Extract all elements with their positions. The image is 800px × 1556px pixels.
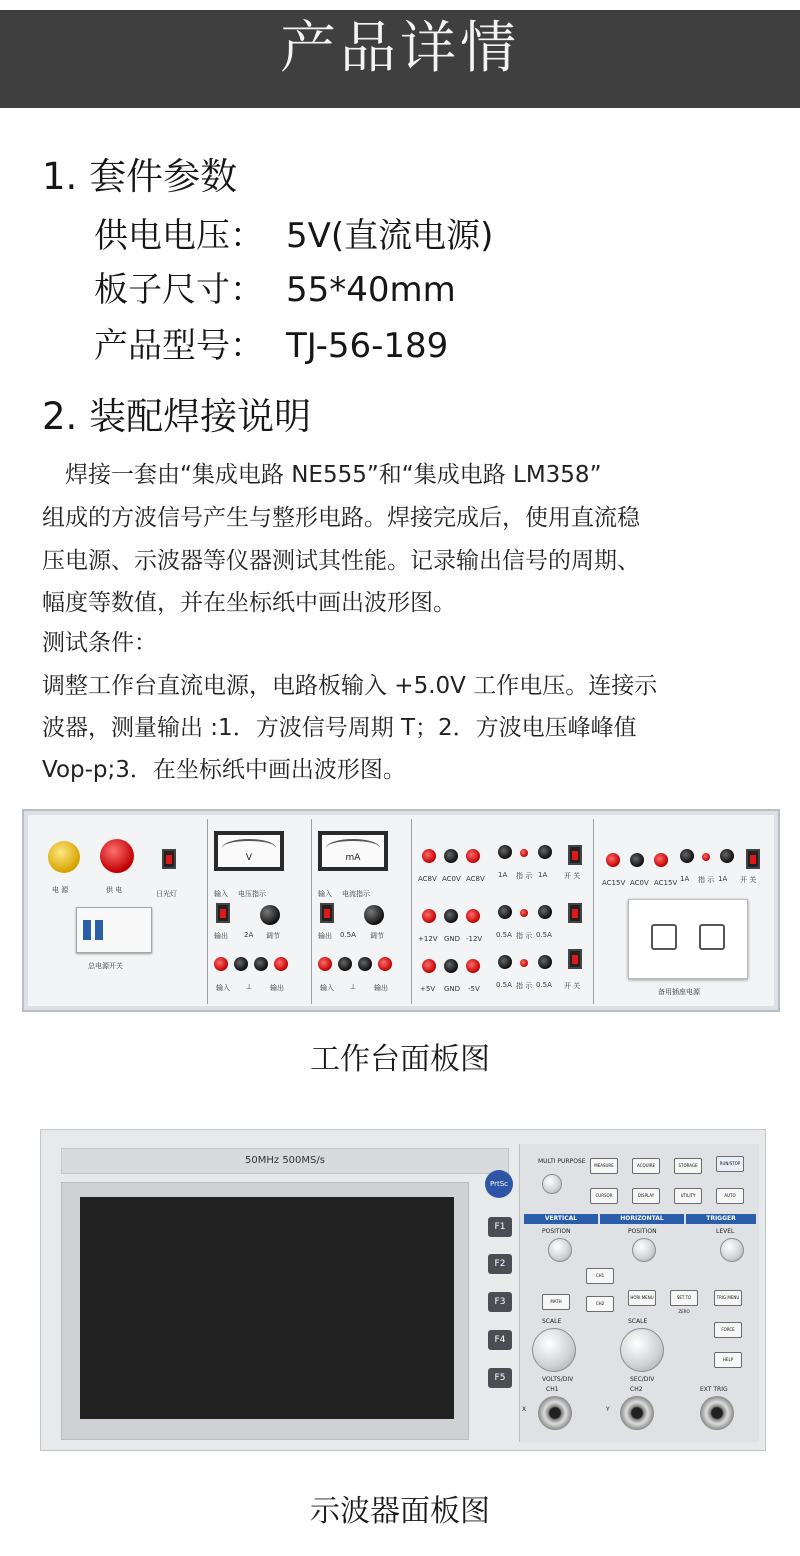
range-label: 0.5A [536, 931, 552, 939]
output-label: 输出 [318, 932, 332, 940]
f5-button: F5 [488, 1368, 512, 1388]
paragraph-line: 压电源、示波器等仪器测试其性能。记录输出信号的周期、 [42, 548, 640, 574]
voltage-switch-icon [216, 903, 230, 923]
ch2-bnc-connector-icon [620, 1396, 654, 1430]
spare-socket-label: 备用插座电源 [658, 988, 700, 996]
gnd-label: GND [444, 985, 461, 993]
jack-icon [538, 905, 552, 919]
indicator-led-icon [520, 909, 528, 917]
oscilloscope-caption: 示波器面板图 [310, 1494, 490, 1529]
ch1-input-label: CH1 [546, 1386, 559, 1393]
daylight-label: 日光灯 [156, 890, 177, 898]
run-stop-button: RUN/STOP [716, 1156, 744, 1172]
jack-icon [444, 849, 458, 863]
breaker-icon [76, 907, 152, 953]
jack-icon [422, 909, 436, 923]
output-label: 输出 [374, 984, 388, 992]
prtsc-button: PrtSc [485, 1170, 513, 1198]
switch-icon [568, 949, 582, 969]
volts-div-knob-icon [532, 1328, 576, 1372]
measure-button: MEASURE [590, 1158, 618, 1174]
paragraph-line: 调整工作台直流电源，电路板输入 +5.0V 工作电压。连接示 [42, 673, 658, 699]
trigger-level-knob-icon [720, 1238, 744, 1262]
f3-button: F3 [488, 1292, 512, 1312]
m12v-label: -12V [466, 935, 483, 943]
trigger-section-bar: TRIGGER [686, 1214, 756, 1224]
range-label: 1A [680, 875, 690, 883]
vertical-position-knob-icon [548, 1238, 572, 1262]
ac15v-label: AC15V [654, 879, 678, 887]
jack-icon [498, 845, 512, 859]
volts-div-label: VOLTS/DIV [542, 1376, 574, 1383]
input-label: 输入 [318, 890, 332, 898]
jack-icon [422, 959, 436, 973]
auto-button: AUTO [716, 1188, 744, 1204]
scale-label: SCALE [542, 1318, 562, 1325]
jack-icon [498, 955, 512, 969]
utility-button: UTILITY [674, 1188, 702, 1204]
section-title-soldering: 2. 装配焊接说明 [42, 395, 312, 438]
indicator-led-icon [702, 853, 710, 861]
jack-icon [538, 845, 552, 859]
voltage-module [208, 819, 312, 1004]
f4-button: F4 [488, 1330, 512, 1350]
adjust-label: 调节 [266, 932, 280, 940]
ac8v-label: AC8V [418, 875, 437, 883]
help-button: HELP [714, 1352, 742, 1368]
sec-div-knob-icon [620, 1328, 664, 1372]
breaker-label: 总电源开关 [88, 962, 123, 970]
control-panel [519, 1144, 759, 1442]
test-conditions-label: 测试条件： [42, 630, 157, 656]
level-label: LEVEL [716, 1228, 735, 1235]
output-label: 输出 [214, 932, 228, 940]
oscilloscope-spec: 50MHz 500MS/s [61, 1148, 509, 1174]
paragraph-line: Vop-p;3．在坐标纸中画出波形图。 [42, 757, 406, 783]
paragraph-line: 幅度等数值，并在坐标纸中画出波形图。 [42, 590, 456, 616]
ac0v-label: AC0V [630, 879, 649, 887]
position-label: POSITION [542, 1228, 571, 1235]
param-row [94, 268, 456, 312]
param-key: 供电电压： [94, 216, 264, 256]
range-label: 0.5A [496, 981, 512, 989]
range-label: 1A [538, 871, 548, 879]
math-button: MATH [542, 1294, 570, 1310]
paragraph-line: 焊接一套由“集成电路 NE555”和“集成电路 LM358” [42, 462, 602, 488]
jack-icon [680, 849, 694, 863]
range-label: 0.5A [536, 981, 552, 989]
indicate-label: 指 示 [698, 876, 715, 884]
sec-div-label: SEC/DIV [630, 1376, 655, 1383]
horizontal-section-bar: HORIZONTAL [600, 1214, 684, 1224]
indicate-label: 指 示 [516, 982, 533, 990]
switch-label: 开 关 [564, 872, 581, 880]
ac15v-label: AC15V [602, 879, 626, 887]
page-title: 产品详情 [280, 16, 520, 81]
jack-icon [214, 957, 228, 971]
jack-icon [538, 955, 552, 969]
jack-icon [318, 957, 332, 971]
ch1-button: CH1 [586, 1268, 614, 1284]
jack-icon [422, 849, 436, 863]
y-label: Y [606, 1406, 610, 1413]
x-label: X [522, 1406, 527, 1413]
jack-icon [254, 957, 268, 971]
jack-icon [358, 957, 372, 971]
p12v-label: +12V [418, 935, 438, 943]
range-label: 2A [244, 931, 254, 939]
multi-purpose-knob-icon [542, 1174, 562, 1194]
param-key: 产品型号： [94, 326, 264, 366]
power-label: 电 源 [52, 886, 69, 894]
range-label: 1A [718, 875, 728, 883]
input-label: 输入 [216, 984, 230, 992]
a-indicate-label: 电流指示 [342, 890, 370, 898]
range-label: 1A [498, 871, 508, 879]
switch-icon [568, 903, 582, 923]
param-key: 板子尺寸： [94, 270, 264, 310]
jack-icon [234, 957, 248, 971]
ext-trig-label: EXT TRIG [700, 1386, 728, 1393]
indicator-led-icon [520, 849, 528, 857]
dc-output-module [412, 819, 594, 1004]
display-button: DISPLAY [632, 1188, 660, 1204]
v-indicate-label: 电压指示 [238, 890, 266, 898]
spare-socket-icon [628, 899, 748, 979]
indicate-label: 指 示 [516, 872, 533, 880]
ac8v-label: AC8V [466, 875, 485, 883]
param-value: 55*40mm [286, 270, 456, 310]
workbench-caption: 工作台面板图 [310, 1042, 490, 1077]
oscilloscope-screen [80, 1197, 454, 1419]
ac0v-label: AC0V [442, 875, 461, 883]
switch-label: 开 关 [564, 982, 581, 990]
current-switch-icon [320, 903, 334, 923]
power-lamp-icon [48, 841, 80, 873]
f2-button: F2 [488, 1254, 512, 1274]
jack-icon [444, 909, 458, 923]
jack-icon [466, 849, 480, 863]
workbench-panel-image [22, 809, 780, 1012]
ch2-input-label: CH2 [630, 1386, 643, 1393]
ground-label: ⊥ [350, 983, 357, 991]
cursor-button: CURSOR [590, 1188, 618, 1204]
param-value: TJ-56-189 [286, 326, 449, 366]
jack-icon [274, 957, 288, 971]
switch-label: 开 关 [740, 876, 757, 884]
jack-icon [720, 849, 734, 863]
param-row [94, 324, 448, 368]
paragraph-line: 组成的方波信号产生与整形电路。焊接完成后，使用直流稳 [42, 505, 640, 531]
acquire-button: ACQUIRE [632, 1158, 660, 1174]
jack-icon [466, 909, 480, 923]
voltage-knob-icon [260, 905, 280, 925]
voltmeter-icon: V [214, 831, 284, 871]
jack-icon [630, 853, 644, 867]
range-label: 0.5A [496, 931, 512, 939]
ext-trig-bnc-connector-icon [700, 1396, 734, 1430]
input-label: 输入 [320, 984, 334, 992]
multi-purpose-label: MULTI PURPOSE [538, 1158, 586, 1165]
jack-icon [378, 957, 392, 971]
ground-label: ⊥ [246, 983, 253, 991]
ac-socket-module [594, 819, 774, 1004]
param-row [94, 214, 493, 258]
indicator-led-icon [520, 959, 528, 967]
input-label: 输入 [214, 890, 228, 898]
p5v-label: +5V [420, 985, 436, 993]
range-label: 0.5A [340, 931, 356, 939]
f1-button: F1 [488, 1217, 512, 1237]
adjust-label: 调节 [370, 932, 384, 940]
jack-icon [498, 905, 512, 919]
supply-label: 供 电 [106, 886, 123, 894]
set-to-zero-button: SET TO ZERO [670, 1290, 698, 1306]
scale-label: SCALE [628, 1318, 648, 1325]
power-module [32, 819, 208, 1004]
trig-menu-button: TRIG MENU [714, 1290, 742, 1306]
ch2-button: CH2 [586, 1296, 614, 1312]
hori-menu-button: HORI MENU [628, 1290, 656, 1306]
position-label: POSITION [628, 1228, 657, 1235]
current-knob-icon [364, 905, 384, 925]
jack-icon [444, 959, 458, 973]
ch1-bnc-connector-icon [538, 1396, 572, 1430]
switch-icon [568, 845, 582, 865]
param-value: 5V(直流电源) [286, 216, 494, 256]
current-module [312, 819, 412, 1004]
m5v-label: -5V [468, 985, 480, 993]
force-button: FORCE [714, 1322, 742, 1338]
gnd-label: GND [444, 935, 461, 943]
screen-bezel [61, 1182, 469, 1440]
jack-icon [338, 957, 352, 971]
daylight-switch-icon [162, 849, 176, 869]
ammeter-icon: mA [318, 831, 388, 871]
horizontal-position-knob-icon [632, 1238, 656, 1262]
jack-icon [466, 959, 480, 973]
oscilloscope-image [40, 1129, 766, 1451]
paragraph-line: 波器，测量输出 :1．方波信号周期 T；2．方波电压峰峰值 [42, 715, 637, 741]
switch-icon [746, 849, 760, 869]
section-title-kit-params: 1. 套件参数 [42, 155, 238, 198]
output-label: 输出 [270, 984, 284, 992]
storage-button: STORAGE [674, 1158, 702, 1174]
indicate-label: 指 示 [516, 932, 533, 940]
vertical-section-bar: VERTICAL [524, 1214, 598, 1224]
jack-icon [654, 853, 668, 867]
supply-button-icon [100, 839, 134, 873]
jack-icon [606, 853, 620, 867]
